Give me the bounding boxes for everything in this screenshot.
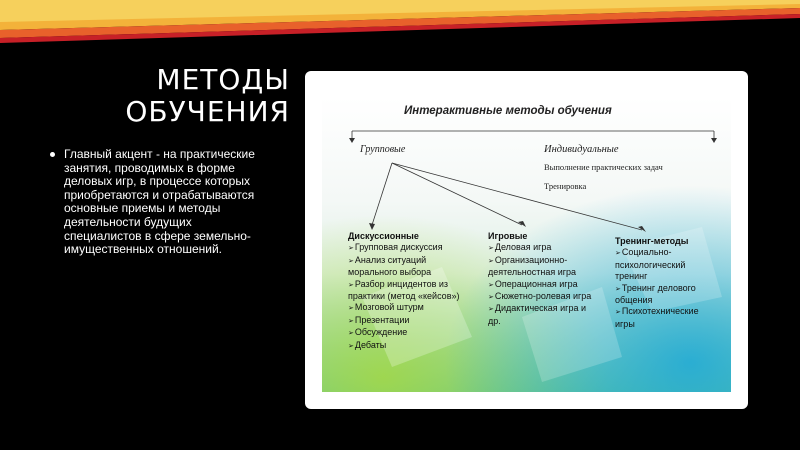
diagram-card — [305, 71, 748, 409]
column-training — [615, 236, 727, 330]
group-methods-label: Групповые — [360, 144, 406, 155]
column-discussion — [348, 231, 496, 352]
list-item: ➢ Разбор инцидентов из практики (метод «кейсов») — [348, 279, 478, 303]
slide-title-line-1: МЕТОДЫ — [156, 63, 290, 96]
list-item: ➢ Операционная игра — [488, 279, 606, 291]
slide-title-line-2: ОБУЧЕНИЯ — [125, 95, 290, 128]
column-header: Тренинг-методы — [615, 236, 689, 246]
bullet-list — [50, 148, 265, 257]
list-item: ➢ Дидактическая игра и др. — [488, 303, 592, 327]
slide-title — [60, 64, 290, 128]
list-item: ➢ Психотехнические игры — [615, 306, 719, 330]
decorative-stripes — [0, 0, 800, 45]
list-item: ➢ Социально-психологический тренинг — [615, 247, 711, 282]
list-item: ➢ Деловая игра — [488, 242, 606, 254]
methods-diagram — [322, 97, 731, 392]
list-item: ➢ Мозговой штурм — [348, 302, 496, 314]
list-item: ➢ Презентации — [348, 315, 496, 327]
bullet-dot-icon — [50, 152, 55, 157]
list-item: ➢ Обсуждение — [348, 327, 496, 339]
list-item: ➢ Тренинг делового общения — [615, 283, 719, 307]
list-item: ➢ Дебаты — [348, 340, 496, 352]
individual-methods-label: Индивидуальные — [544, 144, 619, 155]
column-header: Дискуссионные — [348, 231, 419, 241]
diagram-root-title: Интерактивные методы обучения — [404, 105, 612, 117]
bullet-text: Главный акцент - на практические занятия, проводимых в форме деловых игр, в процессе которых приобретаются и отрабатываются основные приемы и методы деятельности будущих специалистов в сфере земельно-имущественных отношений. — [64, 147, 255, 257]
list-item: ➢ Анализ ситуаций морального выбора — [348, 255, 468, 279]
column-games — [488, 231, 606, 327]
list-item: ➢ Сюжетно-ролевая игра — [488, 291, 592, 303]
individual-item-2: Тренировка — [544, 181, 587, 191]
list-item: ➢ Групповая дискуссия — [348, 242, 496, 254]
individual-item-1: Выполнение практических задач — [544, 162, 663, 172]
list-item: ➢ Организационно-деятельностная игра — [488, 255, 588, 279]
column-header: Игровые — [488, 231, 528, 241]
